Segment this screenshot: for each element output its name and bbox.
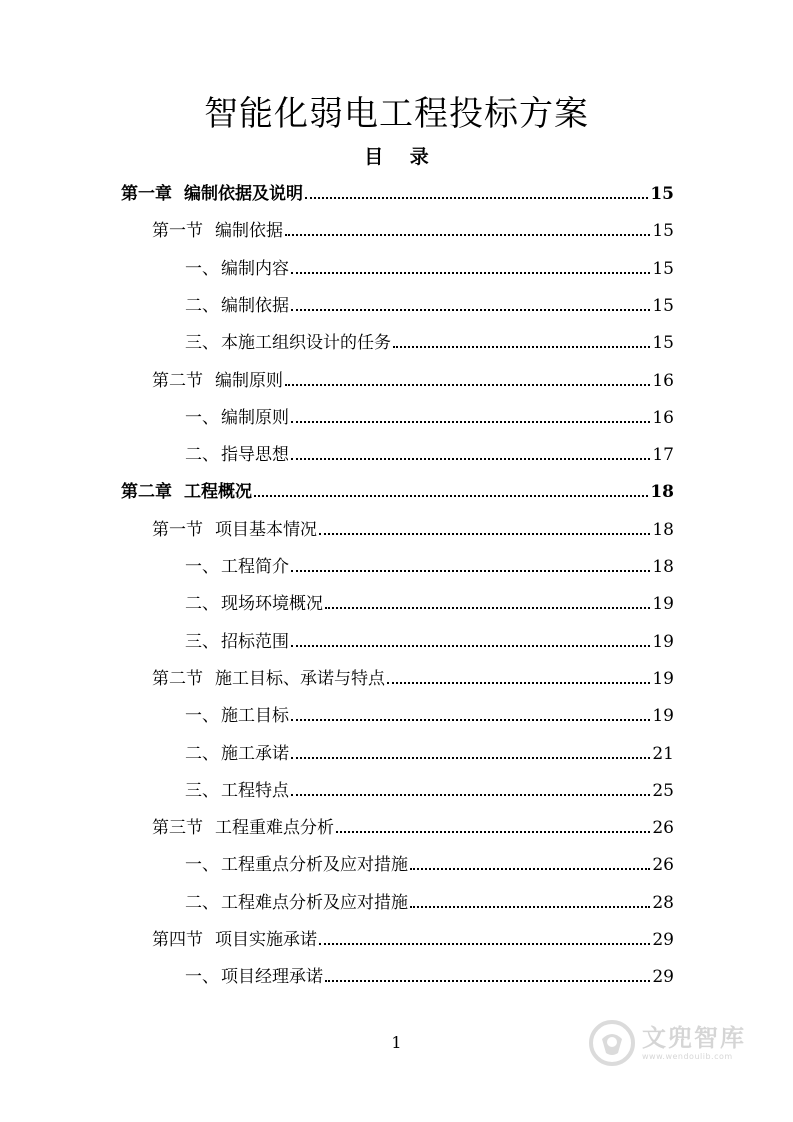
toc-entry-page: 29 [652, 967, 674, 988]
toc-entry[interactable] [152, 813, 674, 843]
toc-entry-label: 本施工组织设计的任务 [221, 333, 391, 354]
toc-heading: 目 录 [364, 146, 439, 168]
toc-entry-number: 第二节 [152, 668, 203, 689]
toc-dot-leader [291, 644, 650, 647]
toc-dot-leader [291, 271, 650, 274]
toc-entry[interactable] [185, 291, 674, 321]
toc-dot-leader [291, 756, 650, 759]
toc-entry-number: 第三节 [152, 818, 203, 839]
toc-entry-label: 施工承诺 [221, 743, 289, 764]
toc-entry[interactable] [185, 440, 674, 470]
toc-entry-number: 二、 [185, 295, 219, 316]
toc-entry[interactable] [185, 627, 674, 657]
toc-dot-leader [285, 383, 650, 386]
toc-dot-leader [319, 532, 650, 535]
toc-entry-page: 25 [652, 780, 674, 801]
toc-entry-page: 19 [652, 706, 674, 727]
page-number: 1 [391, 1033, 402, 1052]
watermark-name: 文兜智库 [642, 1024, 746, 1052]
watermark-text [642, 1024, 746, 1062]
wendou-logo-icon [588, 1019, 636, 1067]
toc-dot-leader [254, 494, 648, 497]
toc-entry-number: 二、 [185, 743, 219, 764]
toc-entry[interactable] [152, 515, 674, 545]
toc-entry[interactable] [185, 403, 674, 433]
toc-entry[interactable] [152, 366, 674, 396]
toc-entry-number: 第一章 [121, 184, 172, 204]
toc-entry-label: 工程重难点分析 [215, 818, 334, 839]
toc-dot-leader [325, 606, 650, 609]
toc-entry-page: 29 [652, 930, 674, 950]
toc-dot-leader [291, 308, 650, 311]
toc-entry-number: 第一节 [152, 519, 203, 540]
toc-entry-number: 一、 [185, 706, 219, 727]
toc-entry-label: 工程特点 [221, 780, 289, 801]
toc-dot-leader [387, 681, 650, 684]
toc-dot-leader [291, 569, 650, 572]
toc-entry-page: 19 [652, 594, 674, 615]
toc-dot-leader [305, 196, 648, 199]
toc-dot-leader [285, 233, 650, 236]
toc-entry-page: 19 [652, 631, 674, 652]
toc-entry[interactable] [185, 254, 674, 284]
toc-entry[interactable] [185, 962, 674, 992]
toc-entry-label: 编制原则 [215, 370, 283, 391]
toc-entry[interactable] [152, 664, 674, 694]
toc-entry-number: 三、 [185, 333, 219, 354]
toc-entry-page: 16 [652, 370, 674, 391]
toc-entry-label: 工程简介 [221, 557, 289, 577]
toc-entry[interactable] [121, 179, 674, 209]
toc-entry-page: 26 [652, 855, 674, 876]
toc-dot-leader [410, 867, 650, 870]
toc-dot-leader [325, 979, 650, 982]
toc-entry-number: 三、 [185, 780, 219, 801]
toc-entry-number: 二、 [185, 445, 219, 466]
watermark [588, 1018, 788, 1068]
toc-entry-number: 第一节 [152, 221, 203, 242]
toc-entry-page: 18 [652, 519, 674, 540]
toc-entry-label: 施工目标、承诺与特点 [215, 668, 385, 689]
toc-entry[interactable] [185, 776, 674, 806]
toc-entry-number: 第二章 [121, 482, 172, 503]
toc-entry-label: 编制依据 [221, 295, 289, 316]
toc-entry[interactable] [185, 850, 674, 880]
toc-entry[interactable] [121, 477, 674, 507]
toc-entry-number: 第二节 [152, 370, 203, 391]
toc-entry-number: 一、 [185, 967, 219, 988]
toc-entry-page: 15 [652, 333, 674, 354]
toc-entry-label: 编制依据及说明 [184, 184, 303, 204]
toc-dot-leader [410, 905, 650, 908]
toc-entry-label: 工程重点分析及应对措施 [221, 855, 408, 876]
toc-entry-page: 18 [650, 482, 674, 503]
toc-entry-label: 编制依据 [215, 221, 283, 242]
toc-entry-number: 一、 [185, 855, 219, 876]
toc-entry[interactable] [152, 925, 674, 955]
toc-dot-leader [291, 793, 650, 796]
toc-entry-label: 工程概况 [184, 482, 252, 503]
toc-entry-page: 19 [652, 668, 674, 689]
toc-entry[interactable] [185, 328, 674, 358]
toc-entry[interactable] [185, 739, 674, 769]
toc-dot-leader [291, 420, 650, 423]
toc-entry-page: 21 [652, 743, 674, 764]
toc-dot-leader [291, 457, 650, 460]
toc-entry-label: 编制内容 [221, 258, 289, 279]
toc-entry[interactable] [185, 701, 674, 731]
toc-entry-label: 编制原则 [221, 407, 289, 428]
document-title: 智能化弱电工程投标方案 [204, 94, 589, 134]
toc-entry-label: 现场环境概况 [221, 594, 323, 615]
toc-entry-number: 二、 [185, 594, 219, 615]
toc-entry-page: 18 [652, 557, 674, 577]
toc-entry-page: 16 [652, 407, 674, 428]
toc-entry-label: 项目实施承诺 [215, 930, 317, 950]
toc-entry-number: 一、 [185, 258, 219, 279]
toc-entry-number: 一、 [185, 557, 219, 577]
toc-entry[interactable] [152, 216, 674, 246]
toc-entry-page: 26 [652, 818, 674, 839]
toc-dot-leader [336, 830, 650, 833]
toc-entry[interactable] [185, 552, 674, 582]
toc-dot-leader [319, 942, 650, 945]
toc-entry-number: 一、 [185, 407, 219, 428]
toc-entry-label: 招标范围 [221, 631, 289, 652]
toc-entry[interactable] [185, 888, 674, 918]
toc-entry[interactable] [185, 589, 674, 619]
toc-entry-label: 项目基本情况 [215, 519, 317, 540]
toc-entry-page: 15 [652, 258, 674, 279]
toc-entry-page: 17 [652, 445, 674, 466]
toc-entry-number: 第四节 [152, 930, 203, 950]
toc-dot-leader [291, 718, 650, 721]
toc-entry-label: 施工目标 [221, 706, 289, 727]
toc-entry-label: 指导思想 [221, 445, 289, 466]
toc-entry-number: 三、 [185, 631, 219, 652]
toc-entry-number: 二、 [185, 892, 219, 913]
toc-entry-page: 15 [652, 221, 674, 242]
toc-entry-page: 15 [652, 295, 674, 316]
toc-entry-label: 项目经理承诺 [221, 967, 323, 988]
toc-entry-page: 15 [650, 184, 674, 204]
toc-entry-page: 28 [652, 892, 674, 913]
toc-dot-leader [393, 345, 650, 348]
watermark-url: www.wendoulib.com [642, 1052, 733, 1061]
toc-entry-label: 工程难点分析及应对措施 [221, 892, 408, 913]
